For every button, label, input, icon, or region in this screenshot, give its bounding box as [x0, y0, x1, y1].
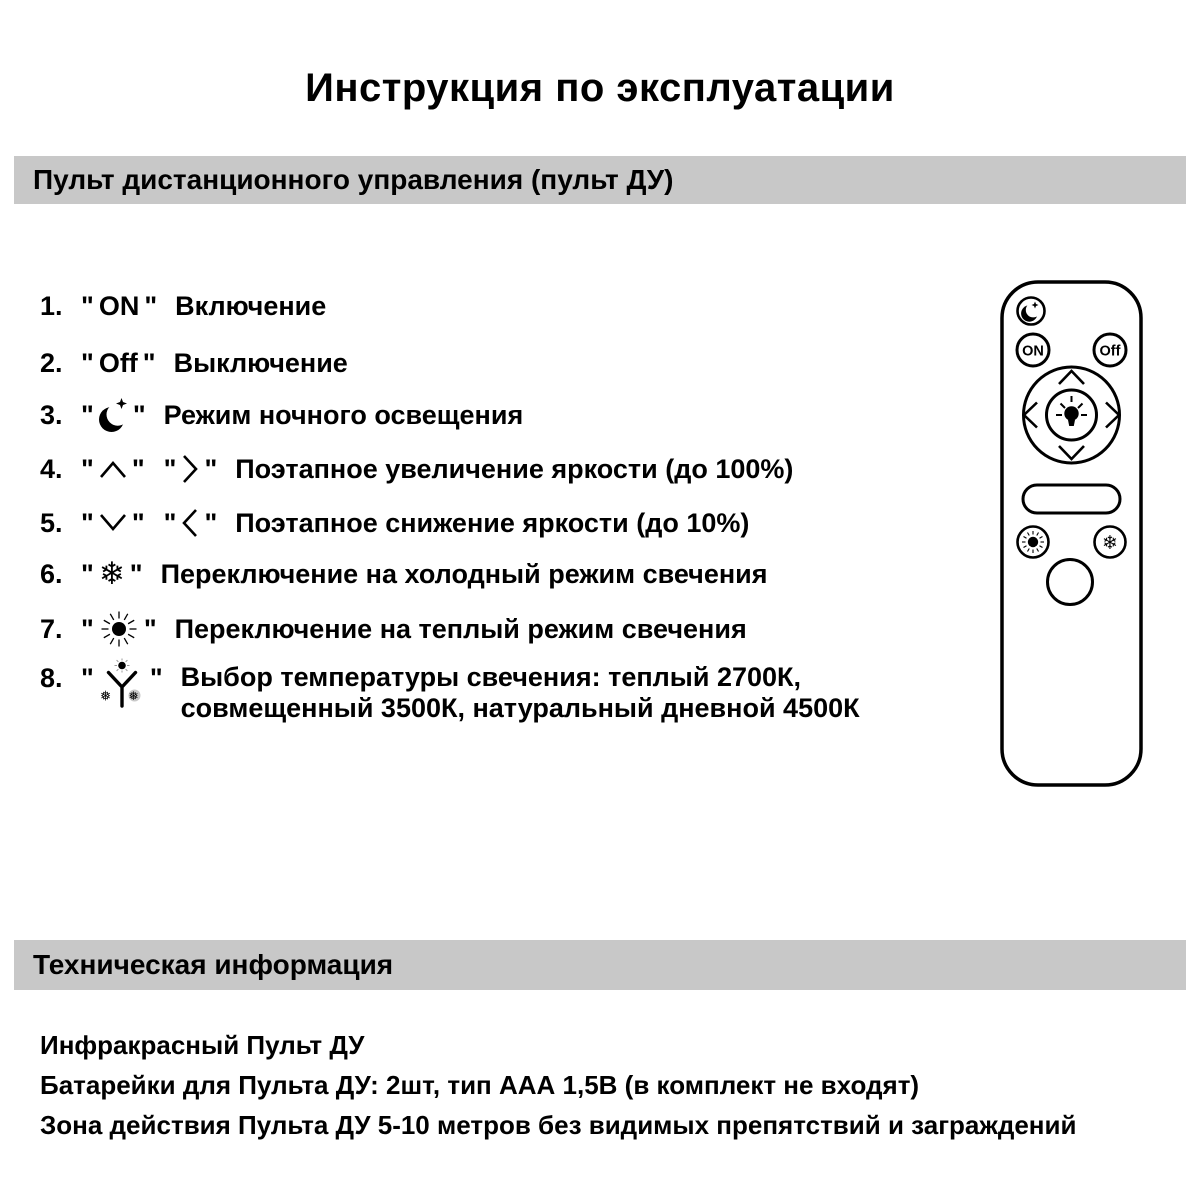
item-number: 3.	[40, 399, 63, 430]
item-description: Режим ночного освещения	[163, 399, 524, 430]
tech-info-line: Зона действия Пульта ДУ 5-10 метров без видимых препятствий и заграждений	[40, 1110, 1077, 1140]
section-header-remote-label: Пульт дистанционного управления (пульт ДУ)	[33, 164, 674, 195]
svg-text:❅: ❅	[99, 688, 112, 705]
quote-mark: "	[204, 453, 218, 484]
item-description: Включение	[175, 291, 327, 321]
quote-mark: "	[81, 291, 94, 321]
item-description: Выключение	[173, 348, 348, 378]
warm-mode-button	[1018, 527, 1049, 558]
item-number: 6.	[40, 559, 63, 589]
color-temperature-select-icon	[99, 658, 145, 708]
item-description: Поэтапное снижение яркости (до 10%)	[235, 507, 750, 538]
quote-mark: "	[144, 291, 158, 321]
item-number: 2.	[40, 348, 63, 378]
quote-mark: "	[204, 507, 218, 538]
svg-text:❄: ❄	[1102, 532, 1118, 554]
crescent-moon-icon	[99, 396, 128, 434]
quote-mark: "	[81, 399, 94, 430]
svg-text:ON: ON	[1022, 343, 1044, 360]
list-item-4	[40, 453, 793, 485]
quote-mark: "	[143, 613, 157, 644]
quote-mark: "	[132, 399, 146, 430]
quote-mark: "	[81, 507, 94, 538]
list-item-2	[40, 348, 348, 379]
button-key-on: ON	[98, 291, 140, 321]
quote-mark: "	[163, 507, 177, 538]
item-description: Переключение на теплый режим свечения	[174, 613, 747, 644]
item-description: Поэтапное увеличение яркости (до 100%)	[235, 453, 794, 484]
remote-control-illustration	[1000, 280, 1143, 787]
tech-info-line: Батарейки для Пульта ДУ: 2шт, тип ААА 1,5В (в комплект не входят)	[40, 1070, 920, 1100]
chevron-left-icon	[181, 507, 199, 539]
svg-text:Off: Off	[1099, 343, 1121, 360]
list-item-7	[40, 609, 747, 649]
quote-mark: "	[163, 453, 177, 484]
item-number: 4.	[40, 453, 63, 484]
quote-mark: "	[131, 507, 145, 538]
item-number: 5.	[40, 507, 63, 538]
quote-mark: "	[81, 453, 94, 484]
snowflake-icon: ❄	[98, 556, 125, 592]
item-number: 8.	[40, 663, 63, 693]
quote-mark: "	[81, 348, 94, 378]
quote-mark: "	[142, 348, 156, 378]
quote-mark: "	[81, 559, 94, 589]
list-item-1	[40, 291, 326, 322]
item-number: 1.	[40, 291, 63, 321]
item-description: Переключение на холодный режим свечения	[160, 559, 768, 589]
item-description: Выбор температуры свечения: теплый 2700К, совмещенный 3500К, натуральный дневной 4500К	[180, 662, 860, 723]
chevron-down-icon	[99, 512, 127, 534]
quote-mark: "	[149, 663, 163, 693]
chevron-right-icon	[181, 453, 199, 485]
section-header-remote	[14, 156, 1186, 204]
quote-mark: "	[81, 613, 94, 644]
page-title: Инструкция по эксплуатации	[305, 66, 895, 110]
tech-info-line: Инфракрасный Пульт ДУ	[40, 1030, 365, 1060]
button-key-off: Off	[98, 348, 138, 378]
quote-mark: "	[129, 559, 143, 589]
list-item-6	[40, 556, 768, 592]
chevron-up-icon	[99, 458, 127, 480]
quote-mark: "	[81, 663, 94, 693]
quote-mark: "	[131, 453, 145, 484]
warm-sun-icon	[99, 609, 139, 649]
list-item-8	[40, 662, 860, 724]
list-item-5	[40, 507, 749, 539]
section-header-tech-label: Техническая информация	[33, 949, 394, 980]
item-number: 7.	[40, 613, 63, 644]
svg-text:❅: ❅	[128, 689, 139, 703]
section-header-tech	[14, 940, 1186, 990]
list-item-3	[40, 396, 523, 434]
